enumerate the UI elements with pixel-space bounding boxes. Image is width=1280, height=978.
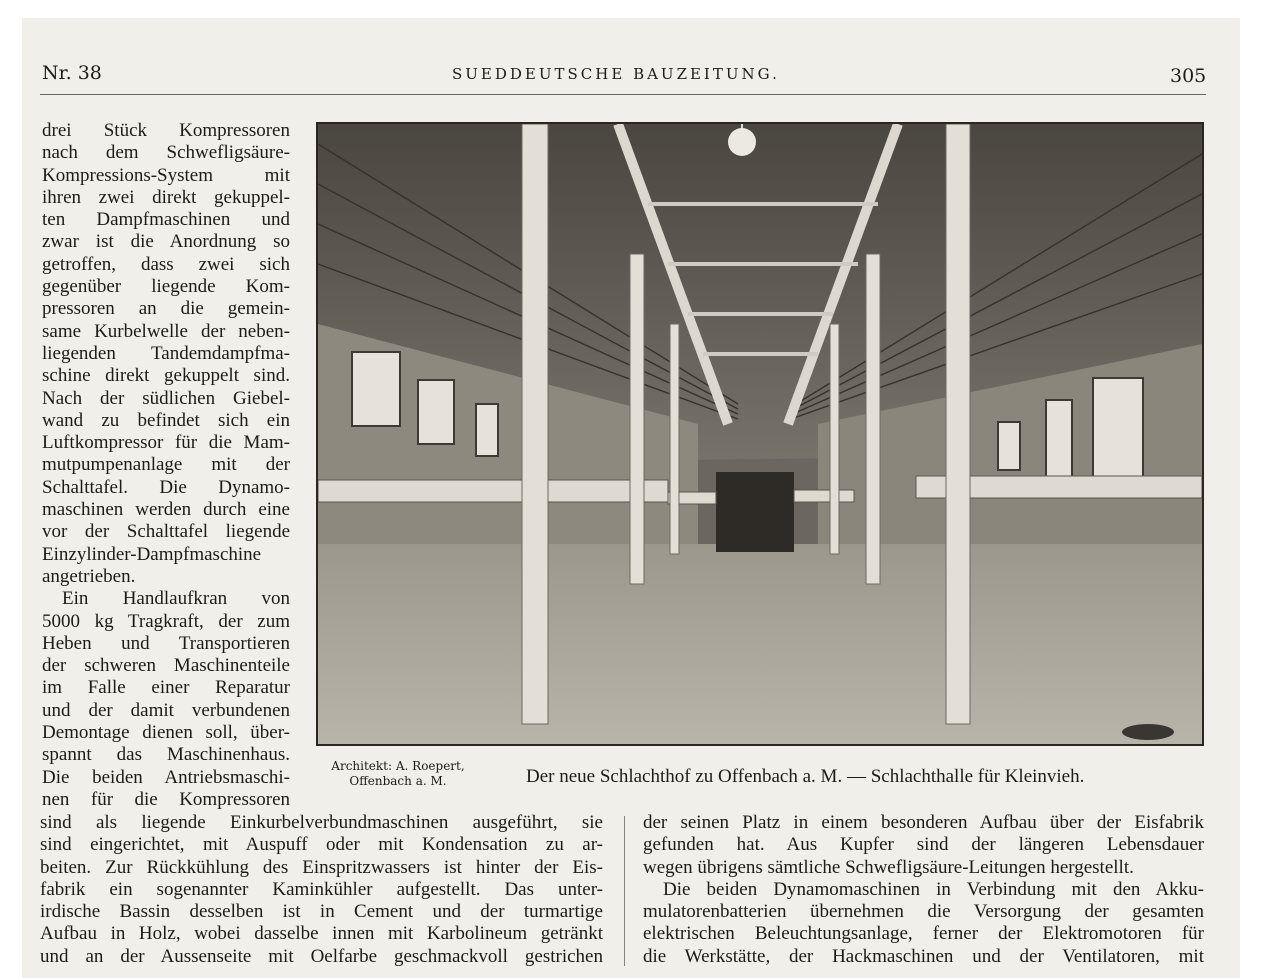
text-line: liegenden Tandemdampfma- (42, 342, 290, 364)
text-line: fabrik ein sogenannter Kaminkühler aufgestellt. Das unter- (40, 878, 603, 900)
text-line: same Kurbelwelle der neben- (42, 320, 290, 342)
text-line: die Werkstätte, der Hackmaschinen und der Ventilatoren, mit (643, 945, 1204, 967)
credit-line-1: Architekt: A. Roepert, (331, 759, 465, 773)
text-line: mutpumpenanlage mit der (42, 454, 290, 476)
text-line: sind als liegende Einkurbelverbundmaschinen ausgeführt, sie (40, 812, 603, 833)
text-line: irdische Bassin desselben ist in Cement und der turmartige (40, 901, 603, 923)
header-rule (40, 94, 1206, 95)
left-text-column (42, 120, 290, 811)
text-line: drei Stück Kompressoren (42, 120, 290, 141)
text-line: Die beiden Antriebsmaschi- (42, 766, 290, 788)
text-line: gefunden hat. Aus Kupfer sind der längeren Lebensdauer (643, 834, 1204, 856)
journal-title: SUEDDEUTSCHE BAUZEITUNG. (452, 65, 780, 83)
text-line: Heben und Transportieren (42, 632, 290, 654)
text-line: der schweren Maschinenteile (42, 655, 290, 677)
text-line: Die beiden Dynamomaschinen in Verbindung mit den Akku- (663, 878, 1204, 900)
text-line: beiten. Zur Rückkühlung des Einspritzwassers ist hinter der Eis- (40, 856, 603, 878)
figure-caption: Der neue Schlachthof zu Offenbach a. M. — Schlachthalle für Kleinvieh. (526, 766, 1085, 787)
bottom-left-text-column (40, 812, 603, 968)
photo-illustration (318, 124, 1202, 744)
text-line: und an der Aussenseite mit Oelfarbe geschmackvoll gestrichen (40, 945, 603, 967)
text-line: wegen übrigens sämtliche Schwefligsäure-Leitungen hergestellt. (643, 856, 1134, 878)
text-line: Schalttafel. Die Dynamo- (42, 476, 290, 498)
text-line: Ein Handlaufkran von (62, 588, 290, 610)
text-line: gegenüber liegende Kom- (42, 276, 290, 298)
slaughterhouse-photo (316, 122, 1204, 746)
issue-number: Nr. 38 (42, 62, 102, 84)
page-header (0, 44, 1280, 87)
text-line: spannt das Maschinenhaus. (42, 744, 290, 766)
text-line: sind eingerichtet, mit Auspuff oder mit Kondensation zu ar- (40, 834, 603, 856)
text-line: der seinen Platz in einem besonderen Aufbau über der Eisfabrik (643, 812, 1204, 833)
text-line: Einzylinder-Dampfmaschine (42, 543, 262, 565)
text-line: getroffen, dass zwei sich (42, 253, 290, 275)
text-line: pressoren an die gemein- (42, 298, 290, 320)
text-line: nen für die Kompressoren (42, 788, 290, 810)
text-line: wand zu befindet sich ein (42, 409, 290, 431)
text-line: Kompressions-System mit (42, 164, 290, 186)
text-line: nach dem Schwefligsäure- (42, 142, 290, 164)
page-number: 305 (1170, 65, 1207, 87)
text-line: elektrischen Beleuchtungsanlage, ferner der Elektromotoren für (643, 923, 1204, 945)
text-line: Demontage dienen soll, über- (42, 722, 290, 744)
architect-credit (318, 759, 478, 789)
text-line: zwar ist die Anordnung so (42, 231, 290, 253)
text-line: maschinen werden durch eine (42, 499, 290, 521)
column-divider (624, 816, 625, 966)
text-line: ihren zwei direkt gekuppel- (42, 186, 290, 208)
text-line: und der damit verbundenen (42, 699, 290, 721)
text-line: 5000 kg Tragkraft, der zum (42, 610, 290, 632)
text-line: ten Dampfmaschinen und (42, 209, 290, 231)
text-line: Aufbau in Holz, wobei dasselbe innen mit Karbolineum getränkt (40, 923, 603, 945)
text-line: Nach der südlichen Giebel- (42, 387, 290, 409)
bottom-right-text-column (643, 812, 1204, 968)
credit-line-2: Offenbach a. M. (349, 774, 447, 788)
text-line: Luftkompressor für die Mam- (42, 432, 290, 454)
text-line: schine direkt gekuppelt sind. (42, 365, 290, 387)
text-line: angetrieben. (42, 565, 136, 587)
text-line: im Falle einer Reparatur (42, 677, 290, 699)
text-line: vor der Schalttafel liegende (42, 521, 290, 543)
text-line: mulatorenbatterien übernehmen die Versorgung der gesamten (643, 901, 1204, 923)
